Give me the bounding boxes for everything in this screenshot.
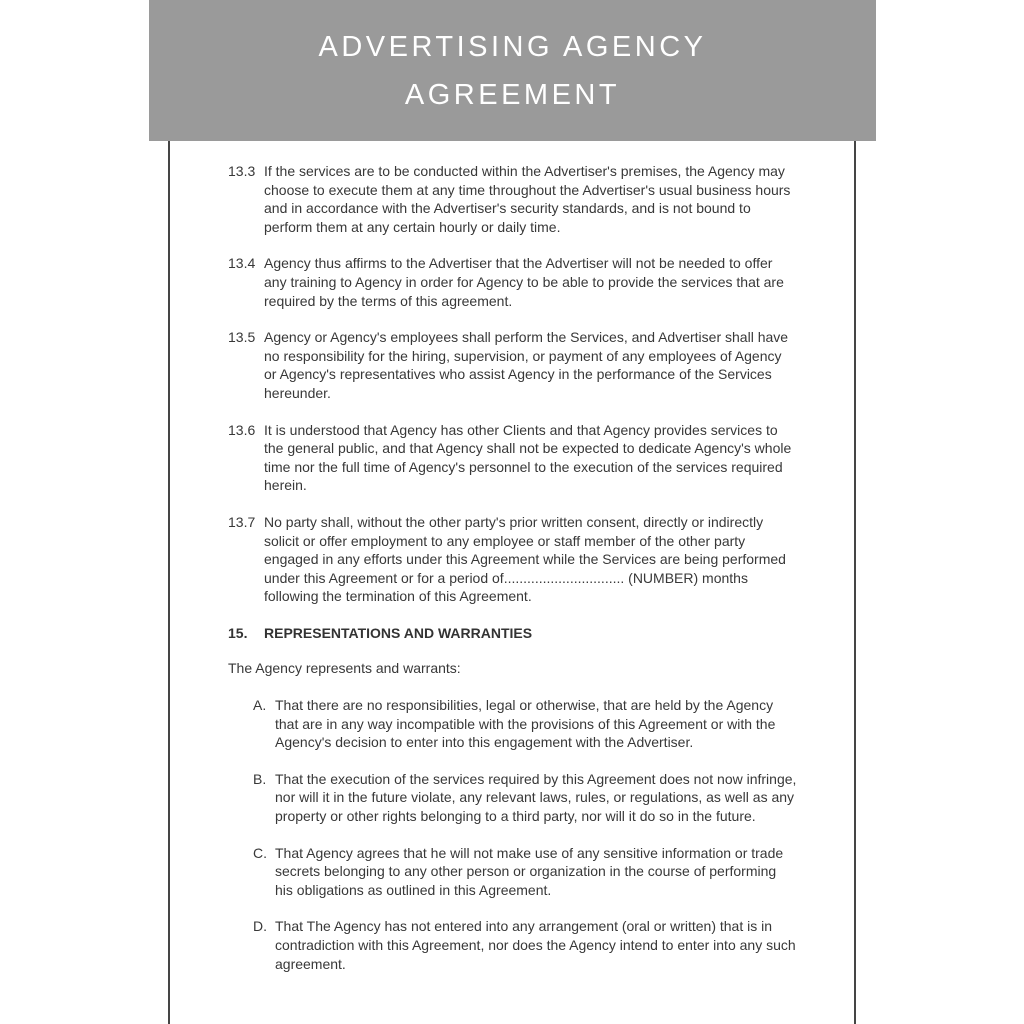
warranty-item <box>168 844 855 900</box>
document-body <box>168 141 855 991</box>
section-heading <box>168 624 855 643</box>
document-title-line1: ADVERTISING AGENCY <box>318 30 707 63</box>
clause-number: 13.4 <box>228 255 256 272</box>
clause-text: It is understood that Agency has other Clients and that Agency provides services to the general public, and that Agency shall not be expected to dedicate Agency's whole time nor the full time of Agency's personnel to the execution of the services required herein. <box>264 421 792 494</box>
warranty-text: That the execution of the services required by this Agreement does not now infringe, nor will it in the future violate, any relevant laws, rules, or regulations, as well as any property or other rights belonging to a third party, nor will it do so in the future. <box>275 770 797 825</box>
warranty-item <box>168 696 855 752</box>
clause-item <box>168 328 855 402</box>
clause-item <box>168 421 855 495</box>
clause-text: If the services are to be conducted within the Advertiser's premises, the Agency may choose to execute them at any time throughout the Advertiser's usual business hours and in accordance with the Advertiser's security standards, and is not bound to perform them at any certain hourly or daily time. <box>264 163 791 235</box>
document-title-line2: AGREEMENT <box>404 78 621 111</box>
clause-text: Agency thus affirms to the Advertiser that the Advertiser will not be needed to offer any training to Agency in order for Agency to be able to provide the services that are required by the terms of this agreement. <box>264 255 784 309</box>
warranty-letter: A. <box>253 697 267 714</box>
clause-number: 13.7 <box>228 513 256 530</box>
warranty-text: That Agency agrees that he will not make use of any sensitive information or trade secrets belonging to any other person or organization in the course of performing his obligations as outlined in this Agreement. <box>275 844 784 898</box>
clause-text: Agency or Agency's employees shall perform the Services, and Advertiser shall have no responsibility for the hiring, supervision, or payment of any employees of Agency or Agency's representatives who assist Agency in the performance of the Services hereunder. <box>264 329 789 401</box>
section-title: REPRESENTATIONS AND WARRANTIES <box>264 624 533 641</box>
warranty-item <box>168 917 855 973</box>
warranty-letter: B. <box>253 770 267 787</box>
warranties-intro: The Agency represents and warrants: <box>228 660 461 677</box>
clause-number: 13.3 <box>228 163 256 179</box>
clause-item <box>168 162 855 236</box>
warranty-item <box>168 770 855 826</box>
header-banner <box>149 0 876 141</box>
clause-number: 13.5 <box>228 329 256 346</box>
clause-number: 13.6 <box>228 421 256 438</box>
clause-item <box>168 513 855 606</box>
section-number: 15. <box>228 624 248 641</box>
clause-item <box>168 254 855 310</box>
warranty-text: That The Agency has not entered into any arrangement (oral or written) that is in contradiction with this Agreement, nor does the Agency intend to enter into any such agreement. <box>275 918 796 972</box>
clause-text: No party shall, without the other party's prior written consent, directly or indirectly solicit or offer employment to any employee or staff member of the other party engaged in any efforts under this Agreement while the Services are being performed under this Agreement or for a period of............................... (NUMBER) months following the termination of this Agreement. <box>264 513 786 605</box>
warranty-text: That there are no responsibilities, legal or otherwise, that are held by the Agency that are in any way incompatible with the provisions of this Agreement or with the Agency's decision to enter into this engagement with the Advertiser. <box>275 697 776 751</box>
warranty-letter: D. <box>253 918 267 935</box>
warranty-letter: C. <box>253 844 267 861</box>
